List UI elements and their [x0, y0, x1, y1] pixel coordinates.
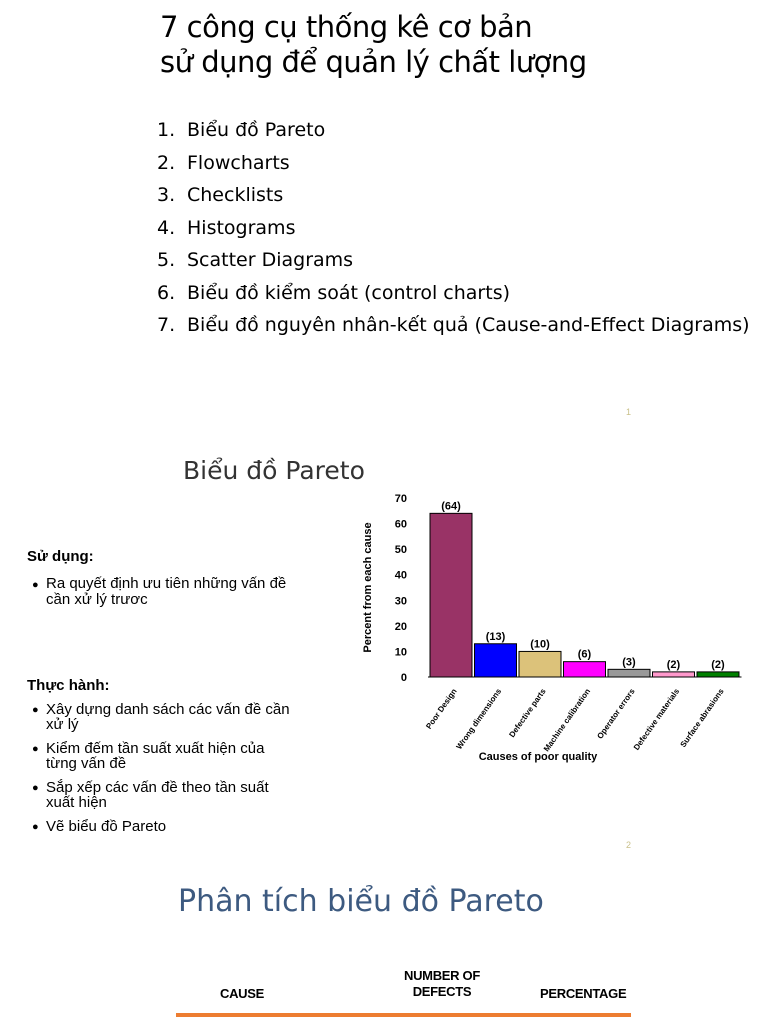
list-item-text: Flowcharts [187, 151, 290, 174]
list-item-text: Biểu đồ nguyên nhân-kết quả (Cause-and-Effect Diagrams) [187, 314, 750, 336]
bullet-icon: ● [32, 782, 39, 794]
data-label: (10) [530, 638, 550, 651]
list-item-number: 2. [157, 151, 176, 174]
bullet-icon: ● [32, 704, 39, 716]
x-axis-title: Causes of poor quality [478, 751, 598, 763]
slide2-page-number: 2 [626, 840, 632, 850]
list-item [28, 741, 293, 771]
list-item [157, 312, 750, 345]
category-label: Wrong dimensions [454, 686, 504, 752]
column-header-line1: NUMBER OF [403, 968, 481, 983]
column-header-line2: DEFECTS [412, 984, 472, 999]
use-list [28, 576, 288, 618]
list-item-text: Scatter Diagrams [187, 249, 354, 271]
list-item [157, 150, 750, 183]
list-item-number: 3. [157, 184, 176, 206]
y-tick-label: 0 [400, 672, 407, 684]
category-label: Defective materials [631, 686, 682, 752]
slide3-title: Phân tích biểu đồ Pareto [178, 884, 544, 919]
bar [697, 672, 739, 677]
column-header-percentage: PERCENTAGE [540, 986, 627, 1001]
list-item-text: Vẽ biểu đồ Pareto [46, 818, 167, 835]
list-item [157, 247, 750, 280]
category-label: Surface abrasions [678, 686, 726, 749]
y-axis-title: Percent from each cause [362, 522, 374, 653]
practice-heading: Thực hành: [27, 677, 110, 694]
bar [608, 669, 650, 677]
list-item-text: Sắp xếp các vấn đề theo tần suất xuất hiện [46, 779, 269, 811]
slide1-title-line1: 7 công cụ thống kê cơ bản [160, 10, 533, 44]
data-label: (3) [622, 656, 636, 669]
list-item-text: Xây dựng danh sách các vấn đề cần xử lý [46, 701, 290, 733]
column-header-number-of-defects [396, 968, 488, 1000]
bar [653, 672, 695, 677]
list-item-text: Kiểm đếm tần suất xuất hiện của từng vấn đề [46, 740, 265, 772]
header-divider [176, 1013, 631, 1017]
list-item [28, 819, 293, 834]
tools-list [157, 117, 750, 345]
pareto-chart [358, 486, 758, 766]
list-item-number: 6. [157, 281, 176, 304]
y-tick-label: 70 [394, 493, 407, 505]
list-item-text: Biểu đồ Pareto [187, 119, 326, 141]
slide1-title [160, 10, 587, 80]
data-label: (2) [711, 658, 725, 671]
bar [519, 651, 561, 677]
list-item [157, 117, 750, 150]
bullet-icon: ● [32, 579, 39, 591]
list-item [157, 215, 750, 248]
list-item-text: Histograms [187, 216, 296, 239]
data-label: (13) [485, 630, 506, 643]
list-item [157, 280, 750, 313]
category-label: Poor Design [424, 686, 459, 731]
data-label: (6) [577, 648, 592, 661]
bar [430, 513, 472, 677]
use-heading: Sử dụng: [27, 548, 94, 565]
category-label: Machine calibration [541, 686, 593, 754]
data-label: (2) [666, 658, 681, 671]
list-item-text: Ra quyết định ưu tiên những vấn đề cần xử lý trươc [46, 575, 287, 608]
list-item [28, 780, 293, 810]
bar [564, 662, 606, 677]
list-item-number: 5. [157, 249, 176, 271]
list-item-number: 4. [157, 216, 176, 239]
y-tick-label: 50 [394, 544, 407, 557]
bar [475, 644, 517, 677]
bullet-icon: ● [32, 821, 39, 833]
column-header-cause: CAUSE [220, 986, 265, 1001]
category-label: Operator errors [595, 686, 637, 741]
slide2-title: Biểu đồ Pareto [183, 456, 365, 485]
list-item [28, 576, 288, 608]
category-label: Defective parts [507, 686, 548, 740]
slide1-title-line2: sử dụng để quản lý chất lượng [160, 45, 587, 79]
practice-list [28, 702, 293, 843]
slide1-page-number: 1 [626, 407, 632, 417]
y-tick-label: 10 [394, 646, 407, 659]
y-tick-label: 20 [394, 620, 407, 633]
y-tick-label: 60 [394, 518, 407, 531]
data-label: (64) [441, 500, 461, 513]
y-tick-label: 30 [394, 595, 407, 608]
list-item [157, 182, 750, 215]
list-item-number: 1. [157, 119, 176, 141]
y-tick-label: 40 [394, 569, 407, 582]
list-item-number: 7. [157, 314, 176, 336]
bullet-icon: ● [32, 743, 39, 755]
list-item-text: Checklists [187, 184, 284, 206]
list-item [28, 702, 293, 732]
list-item-text: Biểu đồ kiểm soát (control charts) [187, 281, 510, 304]
